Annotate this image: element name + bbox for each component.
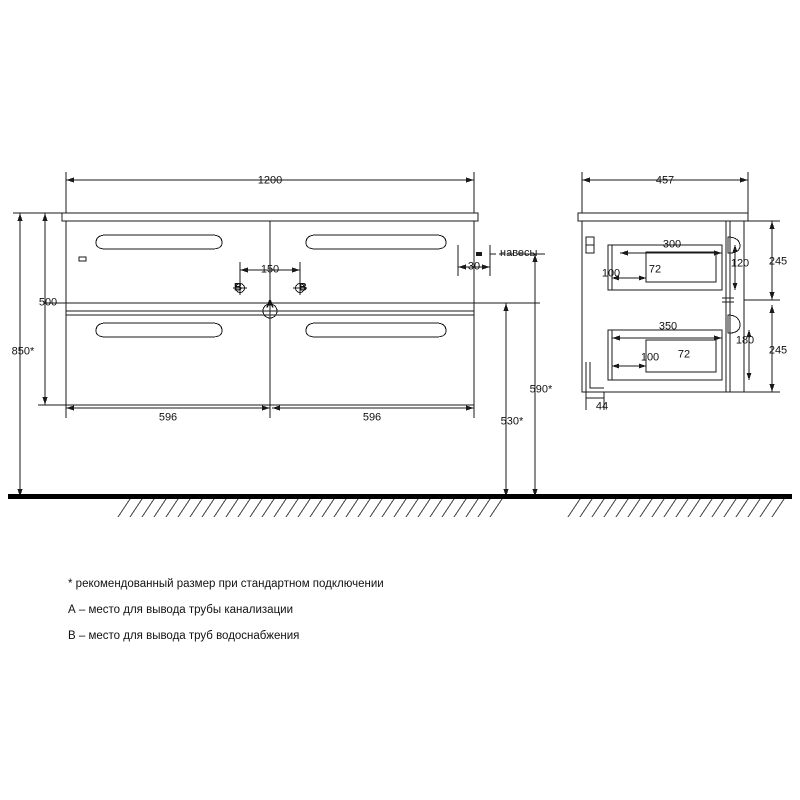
mark-label-water-left: B: [234, 281, 242, 294]
dim-label-drawer-right-width: 596: [362, 411, 382, 424]
dim-label-upper-section: 245: [768, 255, 788, 268]
arrow: [733, 245, 738, 252]
dim-label-upper-gap: 72: [648, 263, 662, 276]
arrow: [770, 292, 775, 300]
mark-label-water-right: B: [299, 281, 307, 294]
arrow: [504, 303, 509, 311]
arrow: [292, 268, 300, 273]
dim-label-lower-drawer-depth: 350: [658, 320, 678, 333]
arrow: [770, 384, 775, 392]
legend-line-3: В – место для вывода труб водоснабжения: [68, 630, 300, 642]
dim-label-lower-section: 245: [768, 344, 788, 357]
dim-label-upper-height: 120: [730, 257, 750, 270]
arrow: [747, 373, 752, 380]
handle-lower-right: [306, 323, 446, 337]
dim-label-depth: 457: [655, 174, 675, 187]
callout-label-hangers: навесы: [500, 247, 538, 259]
arrow: [740, 178, 748, 183]
dim-label-lower-gap: 72: [677, 348, 691, 361]
arrow: [612, 364, 619, 369]
arrow: [458, 265, 466, 270]
dim-label-lower-inner-depth: 100: [640, 351, 660, 364]
arrow: [43, 213, 48, 221]
hanger-marker-front: [476, 252, 482, 256]
arrow: [639, 276, 646, 281]
base-profile-inner: [590, 362, 604, 388]
dim-label-drawer-left-width: 596: [158, 411, 178, 424]
arrow: [620, 251, 628, 256]
handle-upper-right: [306, 235, 446, 249]
arrow: [482, 265, 490, 270]
arrow: [714, 336, 722, 341]
arrow: [466, 406, 474, 411]
mark-label-drain: A: [266, 298, 274, 311]
arrow: [272, 406, 280, 411]
legend-line-2: А – место для вывода трубы канализации: [68, 604, 294, 616]
dim-label-water-spacing: 150: [260, 263, 280, 276]
countertop-side: [578, 213, 748, 221]
left-side-marker: [79, 257, 86, 261]
arrow: [18, 213, 23, 221]
handle-upper-left: [96, 235, 222, 249]
dim-label-drain-height: 530*: [500, 415, 524, 428]
dim-label-total-height: 850*: [11, 345, 35, 358]
arrow: [43, 397, 48, 405]
arrow: [466, 178, 474, 183]
arrow: [733, 283, 738, 290]
arrow: [66, 406, 74, 411]
arrow: [240, 268, 248, 273]
dim-label-height-500: 500: [38, 296, 58, 309]
countertop-front: [62, 213, 478, 221]
dim-label-upper-inner-depth: 100: [601, 267, 621, 280]
arrow: [770, 221, 775, 229]
arrow: [612, 336, 620, 341]
dim-label-base-offset: 44: [595, 400, 609, 413]
dim-label-overall-width: 1200: [257, 174, 283, 187]
arrow: [582, 178, 590, 183]
arrow: [262, 406, 270, 411]
arrow: [639, 364, 646, 369]
arrow: [770, 305, 775, 313]
dim-label-upper-drawer-depth: 300: [662, 238, 682, 251]
dim-label-mount-height: 590*: [529, 383, 553, 396]
handle-lower-left: [96, 323, 222, 337]
arrow: [66, 178, 74, 183]
floor-line: [8, 494, 792, 499]
legend-line-1: * рекомендованный размер при стандартном подключении: [68, 578, 384, 590]
floor-hatching: [118, 499, 784, 517]
dim-label-right-offset: 30: [467, 260, 481, 273]
arrow: [714, 251, 722, 256]
dim-label-lower-height: 180: [735, 334, 755, 347]
